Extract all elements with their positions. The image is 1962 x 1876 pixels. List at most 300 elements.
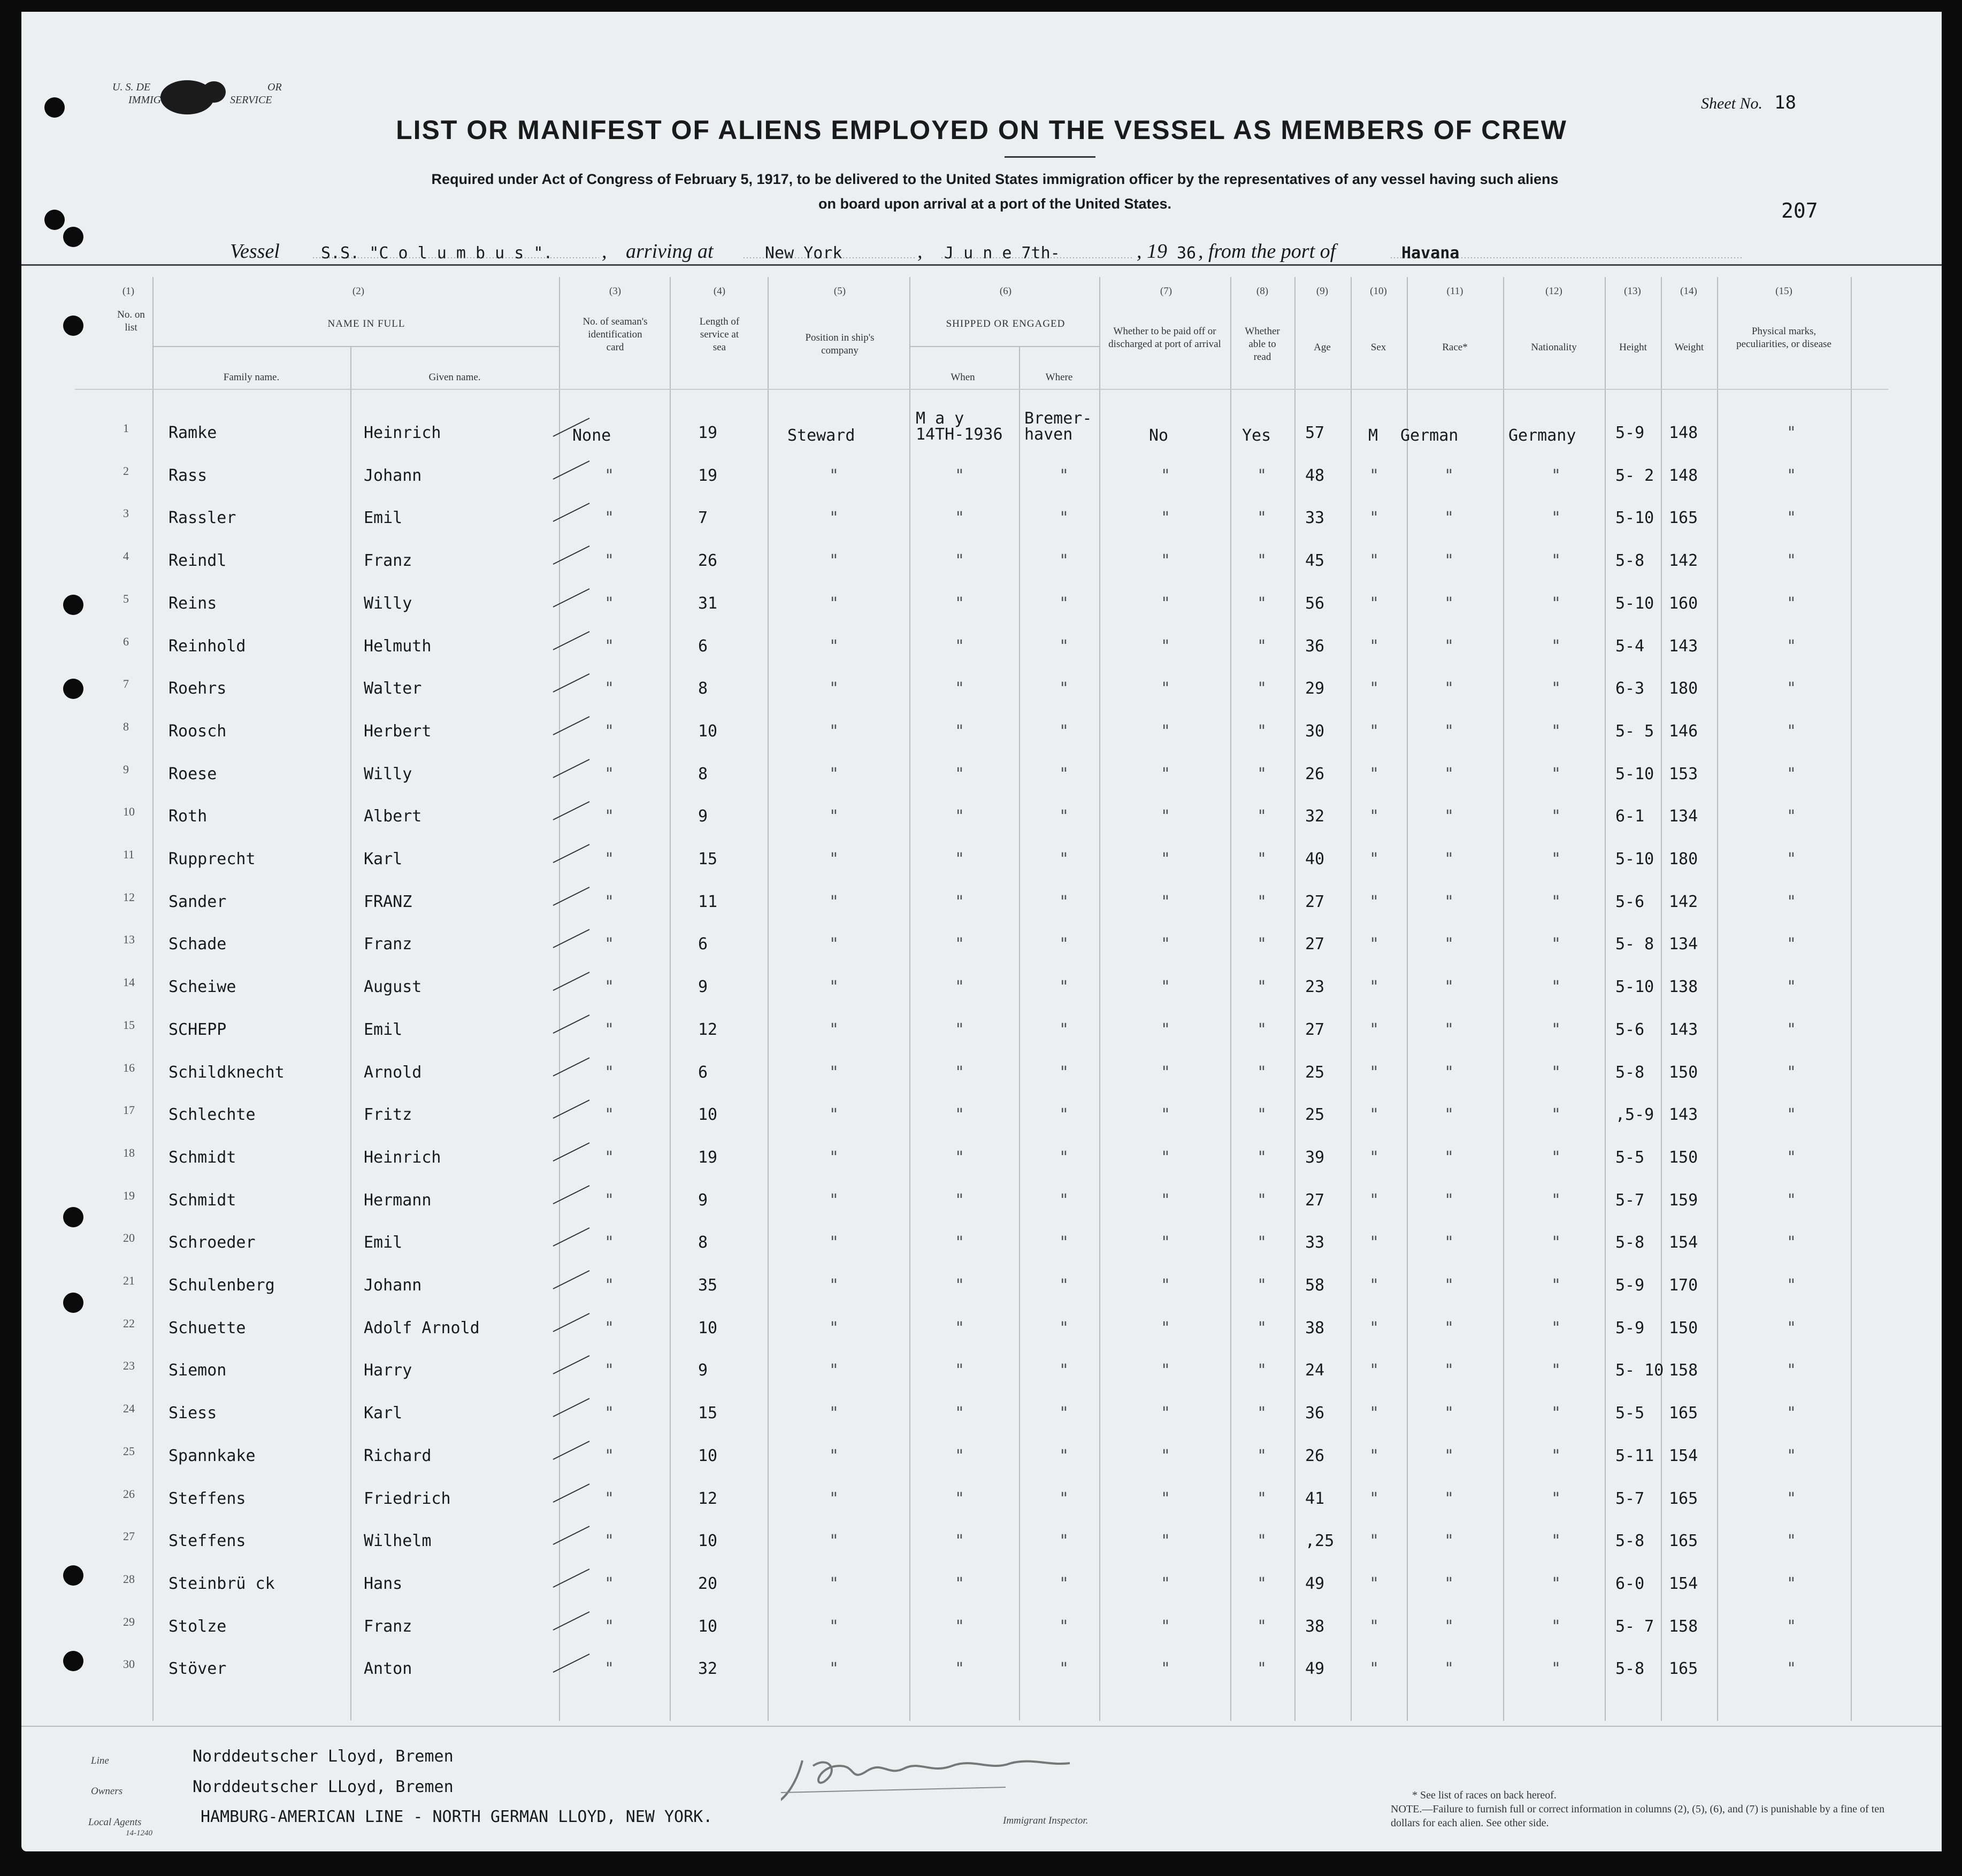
race-ditto: ": [1444, 978, 1454, 997]
sex-ditto: ": [1369, 1063, 1379, 1082]
stamp-text: SERVICE: [230, 94, 272, 106]
height: 5-10: [1615, 978, 1654, 997]
able-read-ditto: ": [1257, 1233, 1267, 1252]
race-ditto: ": [1444, 892, 1454, 911]
family-name: Reinhold: [168, 636, 246, 656]
line-label: Line: [91, 1755, 109, 1766]
age: 29: [1305, 679, 1325, 698]
sex-ditto: ": [1369, 1659, 1379, 1679]
nationality-ditto: ": [1551, 721, 1561, 741]
line-value: Norddeutscher Lloyd, Bremen: [193, 1747, 454, 1766]
shipped-when-ditto: ": [955, 636, 965, 656]
shipped-when-ditto: ": [955, 764, 965, 783]
row-number: 14: [123, 975, 135, 989]
sheet-number: [1701, 92, 1796, 113]
check-slash-mark: [551, 1396, 594, 1418]
nationality-ditto: ": [1551, 1574, 1561, 1593]
able-read-ditto: ": [1257, 1659, 1267, 1679]
check-slash-mark: [551, 1439, 594, 1460]
table-row: [21, 542, 1942, 583]
shipped-when-ditto: ": [955, 509, 965, 528]
weight: 138: [1669, 978, 1698, 997]
seaman-card-ditto: ": [604, 1190, 615, 1210]
family-name: Schlechte: [168, 1105, 256, 1125]
seaman-card-ditto: ": [604, 1361, 615, 1380]
paid-off-ditto: ": [1161, 509, 1171, 528]
height: 6-0: [1615, 1574, 1645, 1593]
race-ditto: ": [1444, 551, 1454, 571]
race-ditto: ": [1444, 1318, 1454, 1337]
nationality-ditto: ": [1551, 1659, 1561, 1679]
column-number: (15): [1775, 286, 1792, 297]
given-name: Franz: [364, 935, 412, 954]
given-name: Fritz: [364, 1105, 412, 1125]
table-row: [21, 1139, 1942, 1180]
header-no-on-list: No. on list: [117, 309, 145, 333]
seaman-card-ditto: ": [604, 1617, 615, 1636]
shipped-when-ditto: ": [955, 1318, 965, 1337]
able-read-ditto: ": [1257, 807, 1267, 826]
family-name: Reins: [168, 594, 217, 613]
service-years: 12: [698, 1020, 718, 1039]
row-number: 30: [123, 1657, 135, 1671]
check-slash-mark: [551, 1013, 594, 1034]
family-name: Schade: [168, 935, 227, 954]
shipped-when-ditto: ": [955, 1020, 965, 1039]
given-name: Herbert: [364, 721, 432, 741]
physical-marks-ditto: ": [1787, 1105, 1797, 1125]
position-ditto: ": [829, 466, 839, 485]
shipped-when-ditto: ": [955, 1574, 965, 1593]
position-ditto: ": [829, 764, 839, 783]
shipped-where-ditto: ": [1059, 1105, 1069, 1125]
family-name: Schmidt: [168, 1190, 236, 1210]
check-slash-mark: [551, 714, 594, 736]
subtitle-line-1: Required under Act of Congress of February 5, 1917, to be delivered to the United States immigration officer by the representatives of any vessel having such aliens: [431, 171, 1559, 187]
seaman-card-ditto: ": [604, 466, 615, 485]
race-value: German: [1400, 426, 1459, 445]
able-read-ditto: ": [1257, 1361, 1267, 1380]
check-slash-mark: [551, 544, 594, 565]
shipped-when-ditto: ": [955, 551, 965, 571]
family-name: Schmidt: [168, 1148, 236, 1167]
position-ditto: ": [829, 1659, 839, 1679]
paid-off-ditto: ": [1161, 1318, 1171, 1337]
check-slash-mark: [551, 587, 594, 608]
family-name: Siemon: [168, 1361, 227, 1380]
check-slash-mark: [551, 1226, 594, 1247]
weight: 154: [1669, 1574, 1698, 1593]
weight: 146: [1669, 721, 1698, 741]
position-ditto: ": [829, 1532, 839, 1551]
position-ditto: ": [829, 551, 839, 571]
paid-off-ditto: ": [1161, 1148, 1171, 1167]
race-ditto: ": [1444, 935, 1454, 954]
table-row: [21, 1096, 1942, 1137]
paid-off-ditto: ": [1161, 1190, 1171, 1210]
column-number: (14): [1680, 286, 1697, 297]
table-row: [21, 1054, 1942, 1095]
table-row: [21, 1351, 1942, 1393]
height: 5-5: [1615, 1404, 1645, 1423]
shipped-where-ditto: ": [1059, 1574, 1069, 1593]
given-name: Heinrich: [364, 1148, 441, 1167]
seaman-card-ditto: ": [604, 1063, 615, 1082]
physical-marks-ditto: ": [1787, 1617, 1797, 1636]
service-years: 12: [698, 1489, 718, 1508]
age: 38: [1305, 1617, 1325, 1636]
shipped-where-ditto: ": [1059, 1446, 1069, 1465]
able-read-ditto: ": [1257, 466, 1267, 485]
service-years: 8: [698, 1233, 708, 1252]
service-years: 10: [698, 721, 718, 741]
service-years: 19: [698, 1148, 718, 1167]
position-ditto: ": [829, 594, 839, 613]
nationality-ditto: ": [1551, 1276, 1561, 1295]
nationality-ditto: ": [1551, 594, 1561, 613]
table-row: [21, 670, 1942, 711]
arrival-port: New York: [765, 244, 842, 263]
given-name: Emil: [364, 1233, 403, 1252]
column-number: (5): [833, 286, 846, 297]
sex-ditto: ": [1369, 1404, 1379, 1423]
row-number: 9: [123, 762, 129, 776]
height: 5- 7: [1615, 1617, 1654, 1636]
able-read-ditto: ": [1257, 679, 1267, 698]
physical-marks-ditto: ": [1787, 1063, 1797, 1082]
race-ditto: ": [1444, 1063, 1454, 1082]
check-slash-mark: [551, 459, 594, 480]
service-years: 15: [698, 1404, 718, 1423]
age: 32: [1305, 807, 1325, 826]
height: 5-10: [1615, 764, 1654, 783]
table-row: [21, 499, 1942, 541]
given-name: Karl: [364, 850, 403, 868]
column-number: (7): [1160, 286, 1172, 297]
table-row: [21, 1437, 1942, 1479]
family-name: Schroeder: [168, 1233, 256, 1252]
arrival-year: 36: [1177, 244, 1197, 263]
from-port-label: , from the port of: [1198, 240, 1336, 263]
header-when: When: [951, 372, 975, 383]
position-ditto: ": [829, 1148, 839, 1167]
weight: 142: [1669, 892, 1698, 911]
sex-ditto: ": [1369, 1617, 1379, 1636]
sex-ditto: ": [1369, 850, 1379, 868]
vessel-label: Vessel: [230, 240, 280, 263]
given-name: August: [364, 978, 422, 997]
shipped-where-ditto: ": [1059, 850, 1069, 868]
age: 38: [1305, 1318, 1325, 1337]
service-years: 8: [698, 679, 708, 698]
stamp-text: OR: [267, 81, 282, 93]
age: 56: [1305, 594, 1325, 613]
service-years: 26: [698, 551, 718, 571]
nationality-ditto: ": [1551, 1446, 1561, 1465]
table-row: [21, 414, 1942, 456]
position-ditto: ": [829, 1361, 839, 1380]
service-years: 10: [698, 1532, 718, 1551]
sex-ditto: ": [1369, 1489, 1379, 1508]
sex-ditto: ": [1369, 1190, 1379, 1210]
check-slash-mark: [551, 1311, 594, 1333]
arriving-label: arriving at: [626, 240, 714, 263]
seaman-card-ditto: ": [604, 1276, 615, 1295]
sex-ditto: ": [1369, 1105, 1379, 1125]
paid-off-ditto: ": [1161, 1659, 1171, 1679]
nationality-ditto: ": [1551, 1063, 1561, 1082]
seaman-card-ditto: ": [604, 679, 615, 698]
sex-ditto: ": [1369, 1020, 1379, 1039]
column-number: (12): [1545, 286, 1562, 297]
given-name: Hermann: [364, 1190, 432, 1210]
able-read-ditto: ": [1257, 1020, 1267, 1039]
seaman-card-ditto: ": [604, 850, 615, 868]
height: 5-9: [1615, 1318, 1645, 1337]
position-ditto: ": [829, 935, 839, 954]
family-name: Stolze: [168, 1617, 227, 1636]
race-ditto: ": [1444, 1446, 1454, 1465]
seaman-card-ditto: ": [604, 721, 615, 741]
age: 41: [1305, 1489, 1325, 1508]
shipped-when-ditto: ": [955, 679, 965, 698]
race-ditto: ": [1444, 1190, 1454, 1210]
punch-hole: [44, 210, 65, 230]
nationality-ditto: ": [1551, 764, 1561, 783]
physical-marks-ditto: ": [1787, 892, 1797, 911]
nationality-ditto: ": [1551, 807, 1561, 826]
paid-off-ditto: ": [1161, 764, 1171, 783]
family-name: Schuette: [168, 1318, 246, 1337]
physical-marks-ditto: ": [1787, 1276, 1797, 1295]
physical-marks-ditto: ": [1787, 1489, 1797, 1508]
height: 5-6: [1615, 892, 1645, 911]
able-read-ditto: ": [1257, 1532, 1267, 1551]
header-seaman-card: No. of seaman's identification card: [583, 316, 648, 353]
family-name: Schildknecht: [168, 1063, 285, 1082]
position-ditto: ": [829, 1020, 839, 1039]
title-underline: [1005, 156, 1095, 158]
header-bottom-rule: [75, 389, 1888, 390]
family-name: SCHEPP: [168, 1020, 227, 1039]
service-years: 19: [698, 466, 718, 485]
service-years: 10: [698, 1617, 718, 1636]
row-number: 1: [123, 421, 129, 435]
service-years: 15: [698, 850, 718, 868]
family-name: Spannkake: [168, 1446, 256, 1465]
shipped-where-ditto: ": [1059, 594, 1069, 613]
sex-ditto: ": [1369, 1446, 1379, 1465]
given-name: Johann: [364, 1276, 422, 1295]
race-ditto: ": [1444, 1276, 1454, 1295]
table-row: [21, 1266, 1942, 1308]
physical-marks-ditto: ": [1787, 935, 1797, 954]
physical-marks-ditto: ": [1787, 1404, 1797, 1423]
row-number: 29: [123, 1614, 135, 1628]
header-length-service: Length of service at sea: [699, 316, 740, 353]
paid-off-ditto: ": [1161, 594, 1171, 613]
weight: 134: [1669, 807, 1698, 826]
given-name: Friedrich: [364, 1489, 451, 1508]
given-name: Harry: [364, 1361, 412, 1380]
age: 26: [1305, 1446, 1325, 1465]
seaman-card-ditto: ": [604, 1574, 615, 1593]
seaman-card-ditto: ": [604, 636, 615, 656]
physical-marks-ditto: ": [1787, 636, 1797, 656]
weight: 143: [1669, 1105, 1698, 1125]
seaman-card-ditto: ": [604, 1233, 615, 1252]
shipped-when-ditto: ": [955, 1190, 965, 1210]
paid-off-ditto: ": [1161, 807, 1171, 826]
shipped-subdivider: [909, 346, 1099, 347]
shipped-when-date: 14TH-1936: [916, 425, 1003, 444]
position-ditto: ": [829, 1446, 839, 1465]
row-number: 25: [123, 1444, 135, 1458]
age: 27: [1305, 892, 1325, 911]
check-slash-mark: [551, 1610, 594, 1631]
shipped-where-ditto: ": [1059, 1404, 1069, 1423]
shipped-when-ditto: ": [955, 594, 965, 613]
row-number: 8: [123, 719, 129, 733]
shipped-where-ditto: ": [1059, 1233, 1069, 1252]
race-ditto: ": [1444, 764, 1454, 783]
physical-marks-ditto: ": [1787, 424, 1797, 442]
year-prefix: , 19: [1137, 240, 1167, 263]
column-number: (10): [1370, 286, 1387, 297]
column-number: (4): [713, 286, 726, 297]
height: 5-7: [1615, 1190, 1645, 1210]
family-name: Sander: [168, 892, 227, 911]
nationality-ditto: ": [1551, 551, 1561, 571]
height: 5-10: [1615, 594, 1654, 613]
stamp-text: IMMIG: [128, 94, 162, 106]
manifest-sheet: [21, 12, 1942, 1851]
seaman-card-ditto: ": [604, 1659, 615, 1679]
given-name: Johann: [364, 466, 422, 485]
position-ditto: ": [829, 1063, 839, 1082]
row-number: 21: [123, 1274, 135, 1287]
header-given-name: Given name.: [428, 372, 481, 383]
from-port: Havana: [1401, 244, 1460, 263]
check-slash-mark: [551, 799, 594, 821]
physical-marks-ditto: ": [1787, 764, 1797, 783]
nationality-ditto: ": [1551, 935, 1561, 954]
sex-ditto: ": [1369, 892, 1379, 911]
check-slash-mark: [551, 672, 594, 693]
position-ditto: ": [829, 1105, 839, 1125]
check-slash-mark: [551, 416, 594, 437]
family-name: Roth: [168, 807, 208, 826]
header-position: Position in ship's company: [805, 332, 875, 356]
nationality-ditto: ": [1551, 1617, 1561, 1636]
header-able-read: Whether able to read: [1245, 326, 1280, 363]
paid-off-ditto: ": [1161, 1361, 1171, 1380]
header-top-rule: [21, 264, 1942, 266]
age: 49: [1305, 1659, 1325, 1679]
check-slash-mark: [551, 1056, 594, 1077]
nationality-ditto: ": [1551, 509, 1561, 528]
sex-ditto: ": [1369, 1361, 1379, 1380]
weight: 134: [1669, 935, 1698, 954]
paid-off-ditto: ": [1161, 1617, 1171, 1636]
physical-marks-ditto: ": [1787, 1446, 1797, 1465]
shipped-when-ditto: ": [955, 1446, 965, 1465]
able-read-ditto: ": [1257, 1190, 1267, 1210]
column-number: (2): [352, 286, 365, 297]
able-read-ditto: ": [1257, 1148, 1267, 1167]
check-slash-mark: [551, 970, 594, 991]
weight: 154: [1669, 1233, 1698, 1252]
check-slash-mark: [551, 629, 594, 651]
nationality-ditto: ": [1551, 466, 1561, 485]
shipped-when-ditto: ": [955, 1617, 965, 1636]
name-subdivider: [152, 346, 559, 347]
vessel-comma: ,: [602, 240, 607, 263]
physical-marks-ditto: ": [1787, 1190, 1797, 1210]
given-name: Arnold: [364, 1063, 422, 1082]
paid-off-ditto: ": [1161, 1489, 1171, 1508]
age: 26: [1305, 764, 1325, 783]
family-name: Steinbrü ck: [168, 1574, 275, 1593]
physical-marks-ditto: ": [1787, 1361, 1797, 1380]
weight: 165: [1669, 509, 1698, 528]
able-read-ditto: ": [1257, 1404, 1267, 1423]
age: 39: [1305, 1148, 1325, 1167]
weight: 150: [1669, 1148, 1698, 1167]
table-row: [21, 883, 1942, 925]
check-slash-mark: [551, 1141, 594, 1162]
height: 5-4: [1615, 636, 1645, 656]
age: 49: [1305, 1574, 1325, 1593]
sex-ditto: ": [1369, 764, 1379, 783]
race-ditto: ": [1444, 1659, 1454, 1679]
shipped-where-ditto: ": [1059, 636, 1069, 656]
nationality-ditto: ": [1551, 892, 1561, 911]
seaman-card-ditto: ": [604, 1020, 615, 1039]
position-ditto: ": [829, 636, 839, 656]
paid-off-ditto: ": [1161, 636, 1171, 656]
service-years: 10: [698, 1105, 718, 1125]
check-slash-mark: [551, 1268, 594, 1290]
check-slash-mark: [551, 1524, 594, 1546]
header-weight: Weight: [1674, 342, 1704, 353]
service-years: 9: [698, 807, 708, 826]
shipped-where-ditto: ": [1059, 764, 1069, 783]
column-number: (11): [1446, 286, 1463, 297]
given-name: Hans: [364, 1574, 403, 1593]
nationality-ditto: ": [1551, 1020, 1561, 1039]
age: 48: [1305, 466, 1325, 485]
shipped-where-ditto: ": [1059, 1190, 1069, 1210]
row-number: 19: [123, 1188, 135, 1202]
weight: 165: [1669, 1404, 1698, 1423]
shipped-when-ditto: ": [955, 850, 965, 868]
race-ditto: ": [1444, 1105, 1454, 1125]
shipped-where-ditto: ": [1059, 1361, 1069, 1380]
family-name: Ramke: [168, 424, 217, 442]
table-bottom-rule: [21, 1726, 1942, 1727]
paid-off-ditto: ": [1161, 1532, 1171, 1551]
race-ditto: ": [1444, 850, 1454, 868]
header-race: Race*: [1442, 342, 1468, 353]
race-ditto: ": [1444, 1574, 1454, 1593]
seaman-card-ditto: ": [604, 1446, 615, 1465]
weight: 142: [1669, 551, 1698, 571]
check-slash-mark: [551, 1183, 594, 1205]
sex-ditto: ": [1369, 1148, 1379, 1167]
row-number: 20: [123, 1231, 135, 1245]
row-number: 7: [123, 677, 129, 691]
